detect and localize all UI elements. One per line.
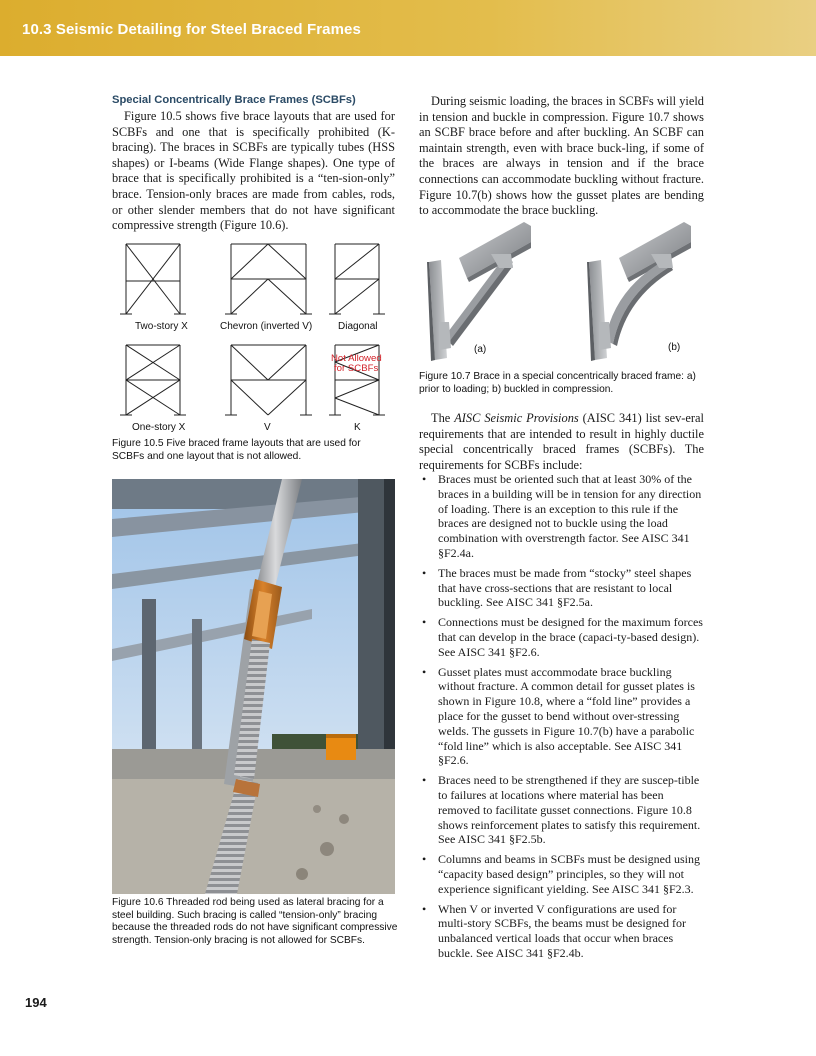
label-two-story-x: Two-story X xyxy=(135,321,188,332)
aisc-intro-paragraph xyxy=(419,411,704,473)
label-chevron: Chevron (inverted V) xyxy=(220,321,313,332)
bullet-icon: • xyxy=(422,901,427,916)
figure-10-6-photo xyxy=(112,479,395,894)
aisc-intro-pre: The xyxy=(431,411,455,425)
bullet-icon: • xyxy=(422,852,427,867)
brace-renderings xyxy=(419,218,704,366)
list-item: • Gusset plates must accommodate brace buckling without fracture. A common detail for gusset plates is shown in Figure 10.8, where a “fold line” provides a place for the gusset to bend without over-stressing welds. The gussets in Figure 10.7(b) have a parabolic “fold line” which is also acceptable. See AISC 341 §F2.6. xyxy=(422,664,695,768)
subsection-heading: Special Concentrically Brace Frames (SCBFs) xyxy=(112,94,356,106)
bullet-icon: • xyxy=(422,472,427,486)
brace-a-before-loading xyxy=(427,222,531,361)
list-item: • Braces must be oriented such that at least 30% of the braces in a building will be in tension for any direction of loading. There is an exception to this rule if the braces are designed not to buckle using the load combination with overstrength factor. See AISC 341 §F2.4a. xyxy=(422,472,702,560)
figure-10-7-renderings xyxy=(419,218,704,366)
figure-10-6-caption: Figure 10.6 Threaded rod being used as lateral bracing for a steel building. Such bracing is called “tension-only” bracing because the threaded rods do not have significant compressive strength. Tension-only bracing is not allowed for SCBFs. xyxy=(112,897,398,946)
not-allowed-label-2: for SCBFs xyxy=(334,363,379,374)
page-number: 194 xyxy=(25,995,47,1010)
chevron-frame xyxy=(225,244,312,314)
brace-b-buckled xyxy=(587,222,691,361)
list-item: • Connections must be designed for the maximum forces that can develop in the brace (capaci-ty-based design). See AISC 341 §F2.6. xyxy=(422,615,703,659)
left-column xyxy=(112,94,395,234)
aisc-requirements-intro xyxy=(419,411,704,473)
figure-a-label: (a) xyxy=(474,344,487,355)
scbf-intro-paragraph: Figure 10.5 shows five brace layouts that are used for SCBFs and one that is specifically prohibited (K-bracing). The braces in SCBFs are typically tubes (HSS shapes) or I-beams (Wide Flange shapes). One type of brace that is specifically prohibited is a “ten-sion-only” brace. Tension-only braces are made from cables, rods, or other slender members that do not have significant compressive strength (Figure 10.6). xyxy=(112,109,395,233)
threaded-rod-photo xyxy=(112,479,395,894)
label-v: V xyxy=(264,422,271,433)
right-column xyxy=(419,94,704,219)
list-item: • Braces need to be strengthened if they are suscep-tible to failures at locations where material has been removed to facilitate gusset connections. Figure 10.8 shows reinforcement plates to satisfy this requirement. See AISC 341 §F2.5b. xyxy=(422,773,701,847)
label-diagonal: Diagonal xyxy=(338,321,378,332)
figure-10-5-frame-layouts xyxy=(112,238,395,436)
two-story-x-frame xyxy=(120,244,186,314)
bullet-icon: • xyxy=(422,565,427,580)
list-item: • When V or inverted V configurations are used for multi-story SCBFs, the beams must be designed for unbalanced vertical loads that occur when braces buckle. See AISC 341 §F2.4b. xyxy=(422,901,686,960)
figure-10-7-caption: Figure 10.7 Brace in a special concentrically braced frame: a) prior to loading; b) buckled in compression. xyxy=(419,371,696,395)
label-k: K xyxy=(354,422,361,433)
label-one-story-x: One-story X xyxy=(132,422,186,433)
bullet-icon: • xyxy=(422,773,427,788)
aisc-intro-post: (AISC 341) list sev-eral requirements that are intended to result in highly ductile special concentrically braced frames (SCBFs). The requirements for SCBFs include: xyxy=(419,411,704,472)
v-frame xyxy=(225,345,312,415)
bullet-icon: • xyxy=(422,615,427,630)
header-band xyxy=(0,0,816,56)
list-item: • Columns and beams in SCBFs must be designed using “capacity based design” principles, so they will not experience significant yielding. See AISC 341 §F2.3. xyxy=(422,852,701,896)
section-title: 10.3 Seismic Detailing for Steel Braced Frames xyxy=(22,21,361,38)
not-allowed-label-1: Not Allowed xyxy=(331,353,382,364)
aisc-provisions-title: AISC Seismic Provisions xyxy=(454,411,579,425)
figure-10-5-caption: Figure 10.5 Five braced frame layouts that are used for SCBFs and one layout that is not allowed. xyxy=(112,438,361,462)
list-item: • The braces must be made from “stocky” steel shapes that have cross-sections that are resistant to local buckling. See AISC 341 §F2.5a. xyxy=(422,565,692,610)
seismic-loading-paragraph: During seismic loading, the braces in SCBFs will yield in tension and buckle in compression. Figure 10.7 shows an SCBF brace before and after buckling. An SCBF can maintain strength, even with brace buck-ling, if some of the braces are always in tension and if the brace connections can accommodate buckling without fracture. Figure 10.7(b) shows how the gusset plates are bending to accommodate the brace buckling. xyxy=(419,94,704,218)
figure-b-label: (b) xyxy=(668,342,681,353)
diagonal-frame xyxy=(329,244,385,314)
bullet-icon: • xyxy=(422,664,427,679)
frame-diagrams xyxy=(112,238,395,436)
scbf-requirements-list xyxy=(419,472,704,966)
one-story-x-frame xyxy=(120,345,186,415)
